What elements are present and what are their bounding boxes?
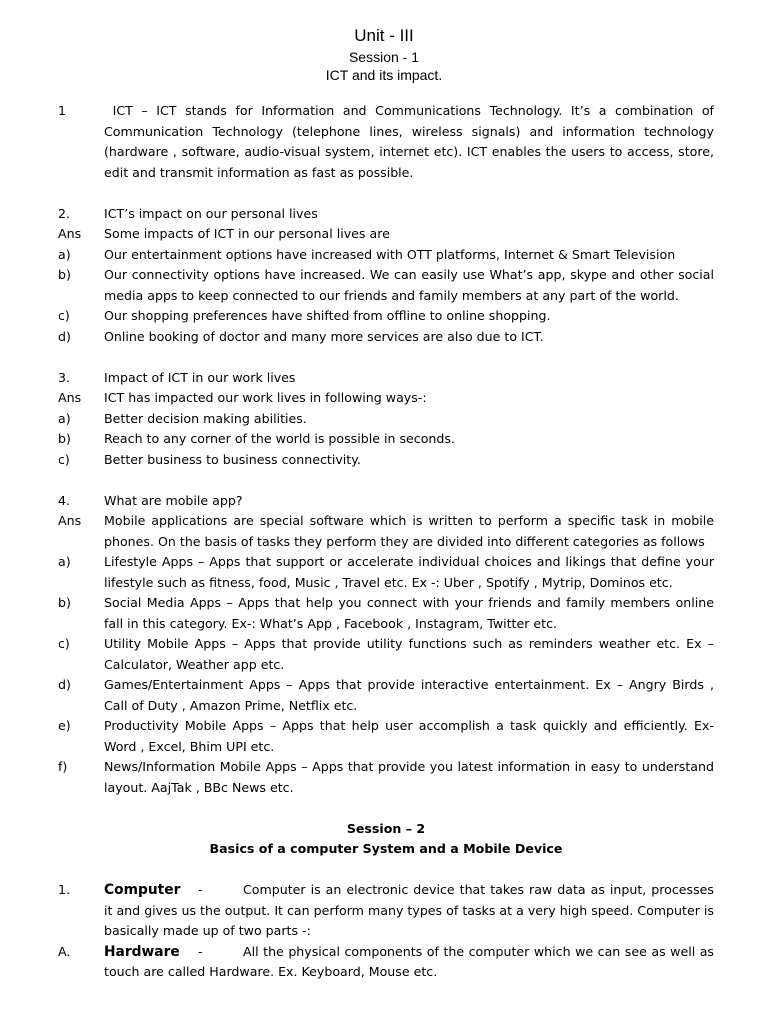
answer-2 <box>58 224 714 245</box>
answer-text: ICT has impacted our work lives in following ways-: <box>104 390 427 405</box>
session-2-title: Session – 2 <box>346 820 426 836</box>
item-number: 1. <box>58 882 71 897</box>
item-label: e) <box>58 718 71 733</box>
session-title: Session - 1 <box>348 49 420 65</box>
spacer <box>58 470 714 491</box>
item-label: d) <box>58 328 71 344</box>
answer-text: Mobile applications are special software which is written to perform a specific task in mobile phones. On the basis of tasks they perform they are divided into different categories as follows <box>104 513 714 549</box>
question-number: 3. <box>58 369 71 385</box>
answer-label: Ans <box>58 513 82 528</box>
item-label: b) <box>58 431 71 446</box>
session-2-subtitle: Basics of a computer System and a Mobile Device <box>209 841 563 856</box>
question-text <box>104 101 714 183</box>
definition-text <box>104 942 714 983</box>
question-text: Impact of ICT in our work lives <box>104 369 296 385</box>
question-text: What are mobile app? <box>104 492 243 508</box>
term-computer: Computer <box>104 882 181 898</box>
list-item <box>58 450 714 471</box>
list-item <box>58 265 714 306</box>
list-item <box>58 675 714 716</box>
item-text: Social Media Apps – Apps that help you connect with your friends and family members online fall in this category. Ex-: What’s App , Facebook , Instagram, Twitter etc. <box>104 595 714 631</box>
question-number: 4. <box>58 492 71 508</box>
item-label: a) <box>58 410 71 426</box>
item-label: c) <box>58 451 70 467</box>
list-item <box>58 429 714 450</box>
session-subtitle: ICT and its impact. <box>325 67 443 83</box>
item-label: d) <box>58 677 71 692</box>
definition-text <box>104 880 714 942</box>
unit-title: Unit - III <box>354 26 414 45</box>
answer-label: Ans <box>58 390 82 405</box>
item-label: b) <box>58 595 71 610</box>
item-label: c) <box>58 308 70 323</box>
item-text: Lifestyle Apps – Apps that support or accelerate individual choices and likings that define your lifestyle such as fitness, food, Music , Travel etc. Ex -: Uber , Spotify , Mytrip, Dominos etc. <box>104 554 714 590</box>
list-item <box>58 327 714 348</box>
list-item <box>58 245 714 266</box>
answer-3 <box>58 388 714 409</box>
question-4 <box>58 491 714 512</box>
hardware-description: All the physical components of the computer which we can see as well as touch are called Hardware. Ex. Keyboard, Mouse etc. <box>104 943 714 979</box>
question-2 <box>58 204 714 225</box>
item-text: Better decision making abilities. <box>104 410 307 426</box>
question-number: 1 <box>58 103 67 118</box>
document-body <box>58 101 714 983</box>
item-text: Online booking of doctor and many more services are also due to ICT. <box>104 328 544 344</box>
term-dash: - <box>198 943 203 959</box>
question-1 <box>58 101 714 183</box>
term-hardware: Hardware <box>104 943 180 960</box>
spacer <box>58 183 714 204</box>
item-label: b) <box>58 267 71 282</box>
definition-hardware <box>58 942 714 983</box>
item-text: Reach to any corner of the world is possible in seconds. <box>104 431 455 446</box>
item-text: Our entertainment options have increased with OTT platforms, Internet & Smart Television <box>104 246 676 262</box>
item-label: a) <box>58 246 71 262</box>
list-item <box>58 716 714 757</box>
list-item <box>58 593 714 634</box>
spacer <box>58 798 714 819</box>
item-text: Productivity Mobile Apps – Apps that help user accomplish a task quickly and efficiently. Ex- Word , Excel, Bhim UPI etc. <box>104 718 714 754</box>
answer-label: Ans <box>58 226 82 241</box>
item-text: News/Information Mobile Apps – Apps that provide you latest information in easy to understand layout. AajTak , BBc News etc. <box>104 759 714 795</box>
item-label: f) <box>58 759 68 774</box>
item-label: a) <box>58 554 71 569</box>
list-item <box>58 552 714 593</box>
item-text: Games/Entertainment Apps – Apps that provide interactive entertainment. Ex – Angry Birds , Call of Duty , Amazon Prime, Netflix etc. <box>104 677 714 713</box>
definition-computer <box>58 880 714 942</box>
item-text: Our shopping preferences have shifted from offline to online shopping. <box>104 308 551 323</box>
question-1-text: ICT – ICT stands for Information and Communications Technology. It’s a combination of Communication Technology (telephone lines, wireless signals) and information technology (hardware , software, audio-visual system, internet etc). ICT enables the users to access, store, edit and transmit information as fast as possible. <box>104 103 714 180</box>
list-item <box>58 634 714 675</box>
answer-text: Some impacts of ICT in our personal lives are <box>104 226 390 241</box>
spacer <box>58 347 714 368</box>
item-number: A. <box>58 943 71 959</box>
item-text: Our connectivity options have increased. We can easily use What’s app, skype and other social media apps to keep connected to our friends and family members at any part of the world. <box>104 267 714 303</box>
question-3 <box>58 368 714 389</box>
question-number: 2. <box>58 205 71 221</box>
item-text: Better business to business connectivity. <box>104 451 361 467</box>
answer-4 <box>58 511 714 552</box>
list-item <box>58 409 714 430</box>
question-text: ICT’s impact on our personal lives <box>104 205 318 221</box>
spacer <box>58 860 714 881</box>
term-dash: - <box>198 882 203 897</box>
list-item <box>58 757 714 798</box>
item-text: Utility Mobile Apps – Apps that provide utility functions such as reminders weather etc. Ex – Calculator, Weather app etc. <box>104 636 714 672</box>
list-item <box>58 306 714 327</box>
item-label: c) <box>58 636 70 651</box>
computer-description: Computer is an electronic device that takes raw data as input, processes it and gives us the output. It can perform many types of tasks at a very high speed. Computer is basically made up of two parts -: <box>104 882 714 938</box>
